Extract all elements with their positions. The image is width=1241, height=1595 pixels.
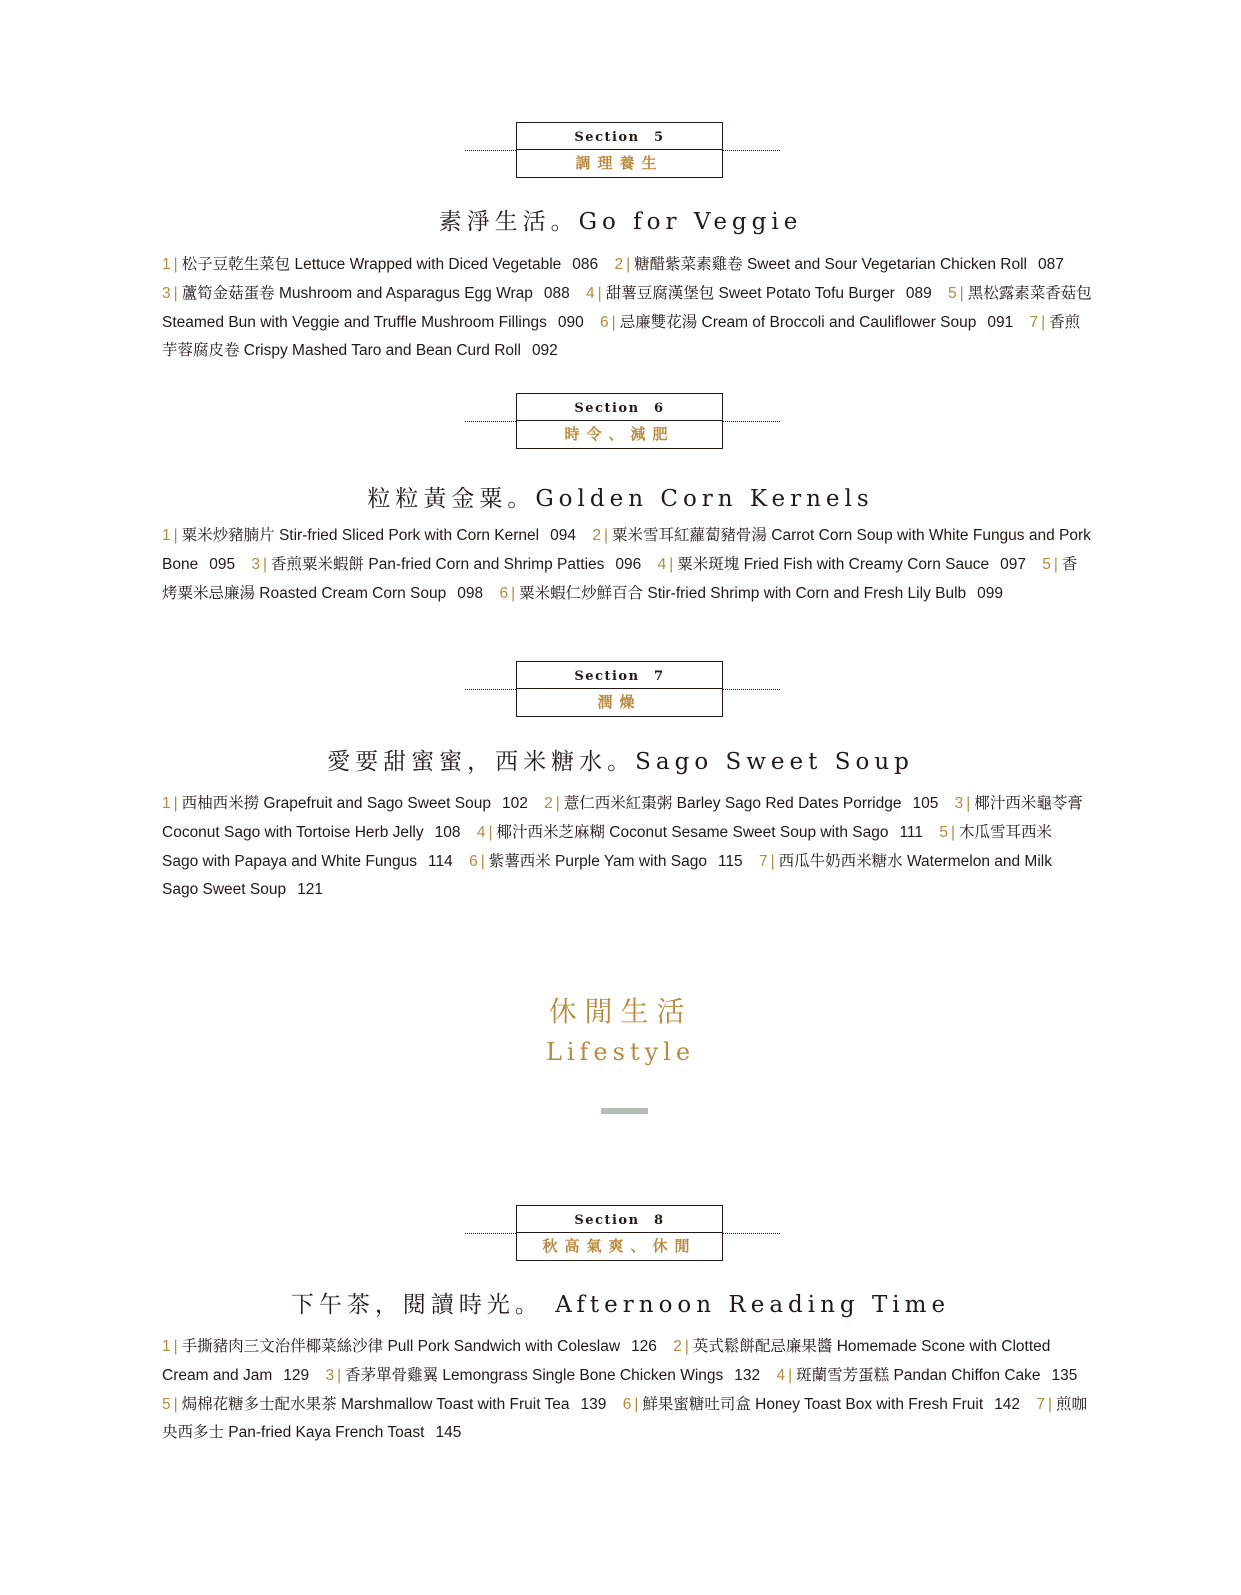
entry-list: [162, 790, 1092, 905]
item-separator: |: [1041, 313, 1046, 331]
item-page-number: 139: [580, 1395, 607, 1413]
list-item: [600, 314, 1025, 331]
item-title: 蘆筍金菇蛋卷 Mushroom and Asparagus Egg Wrap: [181, 284, 533, 302]
item-separator: |: [950, 823, 955, 841]
section-heading: 粒粒黃金粟。Golden Corn Kernels: [367, 486, 874, 512]
list-item: [586, 285, 944, 302]
item-page-number: 114: [428, 852, 453, 870]
item-number: 4: [776, 1366, 786, 1384]
list-item: [499, 585, 1015, 602]
section-badge: [465, 661, 780, 719]
list-item: [623, 1396, 1032, 1413]
item-page-number: 094: [550, 527, 576, 544]
item-number: 1: [162, 256, 171, 273]
section-heading: 愛要甜蜜蜜，西米糖水。Sago Sweet Soup: [327, 749, 914, 775]
list-item: [162, 1338, 669, 1355]
section-number: Section 8: [517, 1206, 722, 1233]
item-number: 5: [948, 284, 957, 302]
item-number: 1: [162, 527, 171, 544]
list-item: [162, 795, 540, 812]
item-separator: |: [611, 313, 616, 331]
list-item: [477, 824, 935, 841]
item-separator: |: [634, 1395, 639, 1413]
section-subtitle: 時令、減肥: [564, 425, 675, 443]
item-separator: |: [1053, 555, 1058, 573]
list-item: [325, 1367, 772, 1384]
item-title: 煎咖央西多士 Pan-fried Kaya French Toast: [162, 1395, 1088, 1442]
entry-list: [162, 251, 1092, 366]
item-page-number: 145: [435, 1424, 462, 1442]
item-separator: |: [626, 256, 631, 273]
item-number: 5: [162, 1395, 171, 1413]
list-item: [162, 1396, 618, 1413]
item-page-number: 115: [717, 852, 743, 870]
item-separator: |: [603, 527, 608, 544]
item-title: 粟米炒豬腩片 Stir-fried Sliced Pork with Corn Kernel: [181, 527, 540, 544]
list-item: [251, 556, 653, 573]
item-title: 鮮果蜜糖吐司盒 Honey Toast Box with Fresh Fruit: [642, 1395, 984, 1413]
item-separator: |: [173, 1338, 178, 1355]
item-number: 3: [954, 795, 964, 812]
list-item: [162, 285, 582, 302]
section-subtitle: 潤燥: [597, 693, 642, 711]
item-number: 2: [673, 1338, 682, 1355]
item-page-number: 108: [434, 823, 461, 841]
section-label-box: [516, 661, 723, 717]
item-page-number: 091: [987, 313, 1014, 331]
item-page-number: 129: [283, 1366, 310, 1384]
item-number: 4: [476, 823, 486, 841]
item-title: 松子豆乾生菜包 Lettuce Wrapped with Diced Vegetable: [181, 256, 562, 273]
item-separator: |: [669, 555, 674, 573]
item-title: 糖醋紫菜素雞卷 Sweet and Sour Vegetarian Chicken Roll: [634, 256, 1027, 273]
list-item: [658, 556, 1038, 573]
item-number: 3: [325, 1366, 335, 1384]
item-number: 2: [614, 256, 624, 273]
entry-list: [162, 522, 1092, 608]
item-number: 2: [544, 795, 553, 812]
item-separator: |: [173, 256, 178, 273]
item-page-number: 089: [905, 284, 932, 302]
item-separator: |: [173, 284, 178, 302]
item-page-number: 105: [912, 795, 939, 812]
chapter-divider: [601, 1108, 648, 1114]
item-separator: |: [788, 1366, 793, 1384]
item-title: 椰汁西米芝麻糊 Coconut Sesame Sweet Soup with Sago: [496, 823, 889, 841]
item-separator: |: [263, 555, 268, 573]
item-separator: |: [337, 1366, 342, 1384]
item-number: 3: [162, 284, 171, 302]
item-number: 6: [499, 584, 509, 602]
item-number: 3: [251, 555, 261, 573]
item-separator: |: [173, 795, 178, 812]
item-separator: |: [684, 1338, 689, 1355]
item-page-number: 135: [1051, 1366, 1078, 1384]
item-page-number: 095: [209, 555, 236, 573]
item-title: 香煎粟米蝦餅 Pan-fried Corn and Shrimp Patties: [271, 555, 605, 573]
item-title: 香煎芋蓉腐皮卷 Crispy Mashed Taro and Bean Curd Roll: [162, 313, 1081, 360]
section-label-box: [516, 1205, 723, 1261]
section-heading: 下午茶，閱讀時光。 Afternoon Reading Time: [290, 1292, 951, 1318]
section-subtitle: 調理養生: [575, 154, 664, 172]
section-subtitle: 秋高氣爽、休閒: [542, 1237, 697, 1255]
item-page-number: 102: [501, 795, 528, 812]
item-title: 香茅單骨雞翼 Lemongrass Single Bone Chicken Wings: [345, 1366, 724, 1384]
item-page-number: 090: [557, 313, 584, 331]
item-title: 焗棉花糖多士配水果茶 Marshmallow Toast with Fruit Tea: [181, 1395, 570, 1413]
entry-list: [162, 1333, 1092, 1448]
item-title: 紫薯西米 Purple Yam with Sago: [488, 852, 707, 870]
item-separator: |: [597, 284, 602, 302]
item-page-number: 121: [297, 881, 323, 899]
list-item: [162, 256, 610, 273]
item-separator: |: [1048, 1395, 1053, 1413]
item-title: 粟米斑塊 Fried Fish with Creamy Corn Sauce: [677, 555, 990, 573]
item-page-number: 111: [899, 823, 924, 841]
item-page-number: 098: [457, 584, 484, 602]
item-number: 1: [162, 795, 171, 812]
item-number: 1: [162, 1338, 171, 1355]
item-page-number: 087: [1037, 256, 1064, 273]
item-title: 英式鬆餅配忌廉果醬 Homemade Scone with Clotted Cream and Jam: [162, 1338, 1051, 1384]
item-number: 5: [939, 823, 948, 841]
item-number: 4: [586, 284, 595, 302]
section-badge: [465, 393, 780, 451]
item-page-number: 092: [531, 342, 558, 360]
item-number: 6: [600, 313, 609, 331]
item-separator: |: [770, 852, 775, 870]
section-label-box: [516, 393, 723, 449]
item-page-number: 142: [994, 1395, 1021, 1413]
item-number: 7: [1029, 313, 1039, 331]
item-title: 粟米蝦仁炒鮮百合 Stir-fried Shrimp with Corn and Fresh Lily Bulb: [519, 584, 967, 602]
item-page-number: 099: [977, 584, 1004, 602]
item-number: 5: [1042, 555, 1051, 573]
chapter-title-en: Lifestyle: [545, 1038, 696, 1066]
item-title: 木瓜雪耳西米 Sago with Papaya and White Fungus: [162, 823, 1052, 870]
section-number: Section 5: [517, 123, 722, 150]
section-badge: [465, 1205, 780, 1263]
item-separator: |: [959, 284, 964, 302]
item-separator: |: [173, 1395, 178, 1413]
item-number: 6: [622, 1395, 632, 1413]
item-page-number: 096: [615, 555, 642, 573]
item-title: 香烤粟米忌廉湯 Roasted Cream Corn Soup: [162, 555, 1078, 602]
item-title: 粟米雪耳紅蘿蔔豬骨湯 Carrot Corn Soup with White Fungus and Pork Bone: [162, 527, 1091, 573]
section-heading: 素淨生活。Go for Veggie: [438, 209, 803, 235]
list-item: [614, 256, 1075, 273]
list-item: [544, 795, 950, 812]
item-number: 6: [469, 852, 478, 870]
item-page-number: 132: [734, 1366, 761, 1384]
item-number: 7: [759, 852, 768, 870]
item-title: 忌廉雙花湯 Cream of Broccoli and Cauliflower Soup: [619, 313, 977, 331]
section-number: Section 6: [517, 394, 722, 421]
chapter-title-zh: 休閒生活: [548, 995, 693, 1028]
item-title: 斑蘭雪芳蛋糕 Pandan Chiffon Cake: [796, 1366, 1041, 1384]
list-item: [469, 853, 755, 870]
item-separator: |: [480, 852, 485, 870]
item-title: 甜薯豆腐漢堡包 Sweet Potato Tofu Burger: [605, 284, 895, 302]
item-number: 2: [592, 527, 601, 544]
item-separator: |: [966, 795, 971, 812]
item-title: 西瓜牛奶西米糖水 Watermelon and Milk Sago Sweet Soup: [162, 852, 1052, 899]
item-page-number: 088: [543, 284, 570, 302]
item-page-number: 097: [1000, 555, 1026, 573]
item-title: 椰汁西米龜苓膏 Coconut Sago with Tortoise Herb Jelly: [162, 795, 1083, 841]
section-badge: [465, 122, 780, 180]
item-separator: |: [555, 795, 560, 812]
item-title: 手撕豬肉三文治伴椰菜絲沙律 Pull Pork Sandwich with Coleslaw: [181, 1338, 621, 1355]
item-number: 4: [657, 555, 667, 573]
item-title: 黑松露素菜香菇包 Steamed Bun with Veggie and Truffle Mushroom Fillings: [162, 284, 1092, 331]
item-page-number: 126: [631, 1338, 657, 1355]
item-separator: |: [173, 527, 178, 544]
item-separator: |: [488, 823, 493, 841]
list-item: [776, 1367, 1089, 1384]
section-label-box: [516, 122, 723, 178]
section-number: Section 7: [517, 662, 722, 689]
item-number: 7: [1036, 1395, 1045, 1413]
item-title: 薏仁西米紅棗粥 Barley Sago Red Dates Porridge: [563, 795, 902, 812]
list-item: [162, 527, 588, 544]
item-separator: |: [511, 584, 516, 602]
item-title: 西柚西米撈 Grapefruit and Sago Sweet Soup: [181, 795, 491, 812]
item-page-number: 086: [572, 256, 599, 273]
